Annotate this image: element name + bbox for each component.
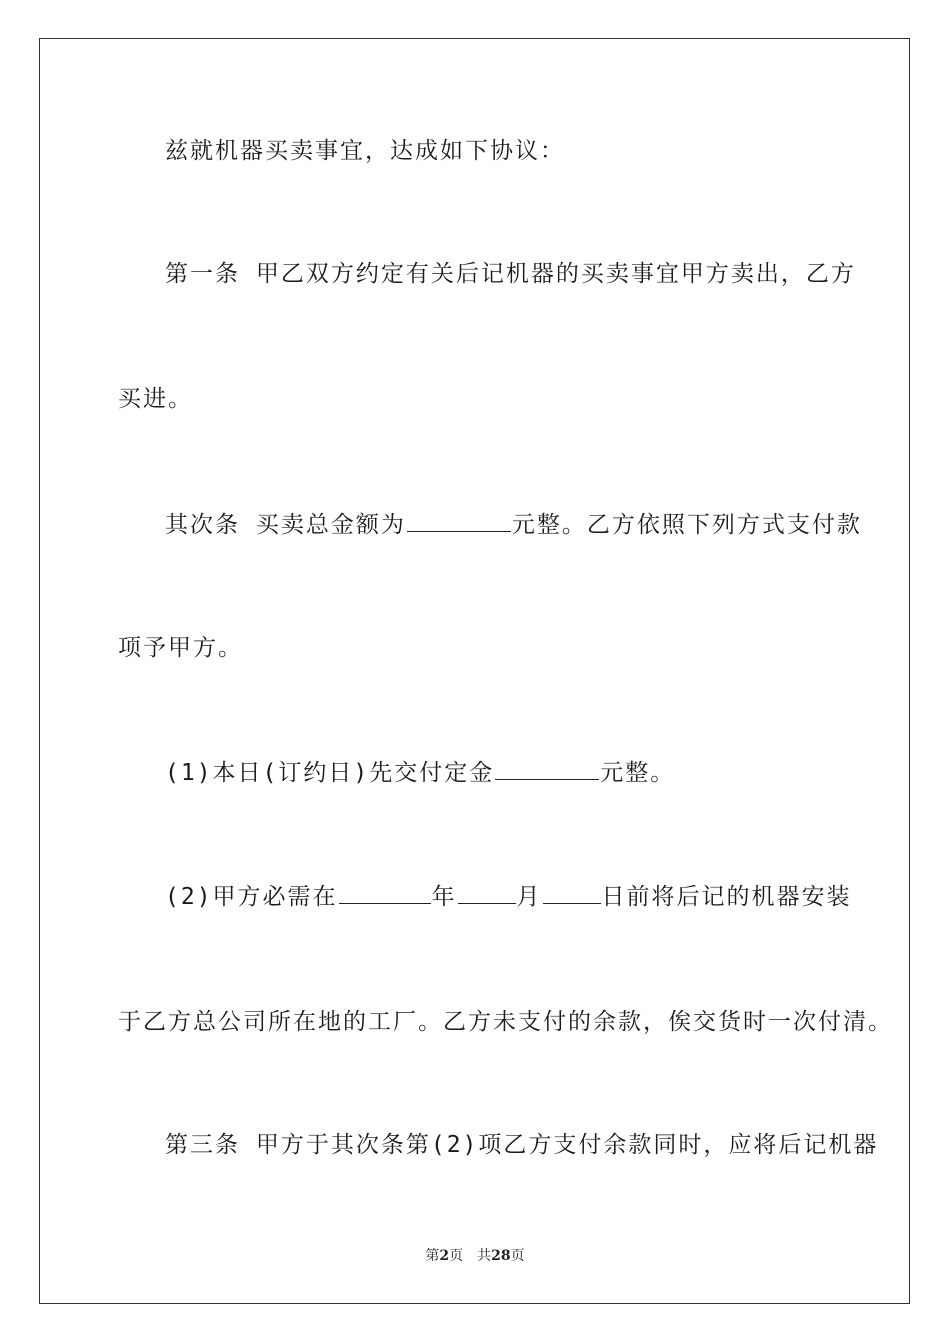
paragraph-line (0, 384, 950, 414)
paragraph-line (0, 1007, 950, 1037)
blank-deposit (495, 757, 599, 780)
total-pages: 28 (491, 1248, 511, 1264)
text: (2)甲方必需在 (165, 884, 338, 910)
blank-month (458, 881, 516, 904)
blank-year (339, 881, 431, 904)
paragraph-line (0, 881, 950, 912)
text: 第一条 甲乙双方约定有关后记机器的买卖事宜甲方卖出，乙方 (165, 261, 856, 287)
text: 项予甲方。 (118, 635, 243, 661)
text: 其次条 买卖总金额为 (165, 512, 406, 538)
page-footer (0, 1247, 950, 1265)
footer-prefix: 第 (425, 1248, 440, 1264)
paragraph-line (0, 633, 950, 663)
blank-day (543, 881, 601, 904)
paragraph-line (0, 1130, 950, 1160)
text: (1)本日(订约日)先交付定金 (165, 760, 495, 786)
text: 月 (516, 884, 542, 910)
text: 第三条 甲方于其次条第(2)项乙方支付余款同时，应将后记机器 (165, 1132, 879, 1158)
text: 元整。乙方依照下列方式支付款 (511, 512, 862, 538)
page-number: 2 (439, 1248, 450, 1264)
blank-amount (407, 509, 511, 532)
paragraph-line (0, 757, 950, 788)
text: 兹就机器买卖事宜，达成如下协议： (165, 138, 565, 164)
text: 日前将后记的机器安装 (601, 884, 852, 910)
paragraph-line (0, 136, 950, 166)
page-border (39, 38, 910, 1304)
text: 于乙方总公司所在地的工厂。乙方未支付的余款，俟交货时一次付清。 (118, 1009, 893, 1035)
text: 元整。 (600, 760, 676, 786)
paragraph-line (0, 509, 950, 540)
footer-page-suffix: 页 (449, 1248, 464, 1264)
footer-total-prefix: 共 (477, 1248, 492, 1264)
paragraph-line (0, 259, 950, 289)
footer-total-suffix: 页 (510, 1248, 525, 1264)
text: 年 (431, 884, 457, 910)
text: 买进。 (118, 386, 193, 412)
